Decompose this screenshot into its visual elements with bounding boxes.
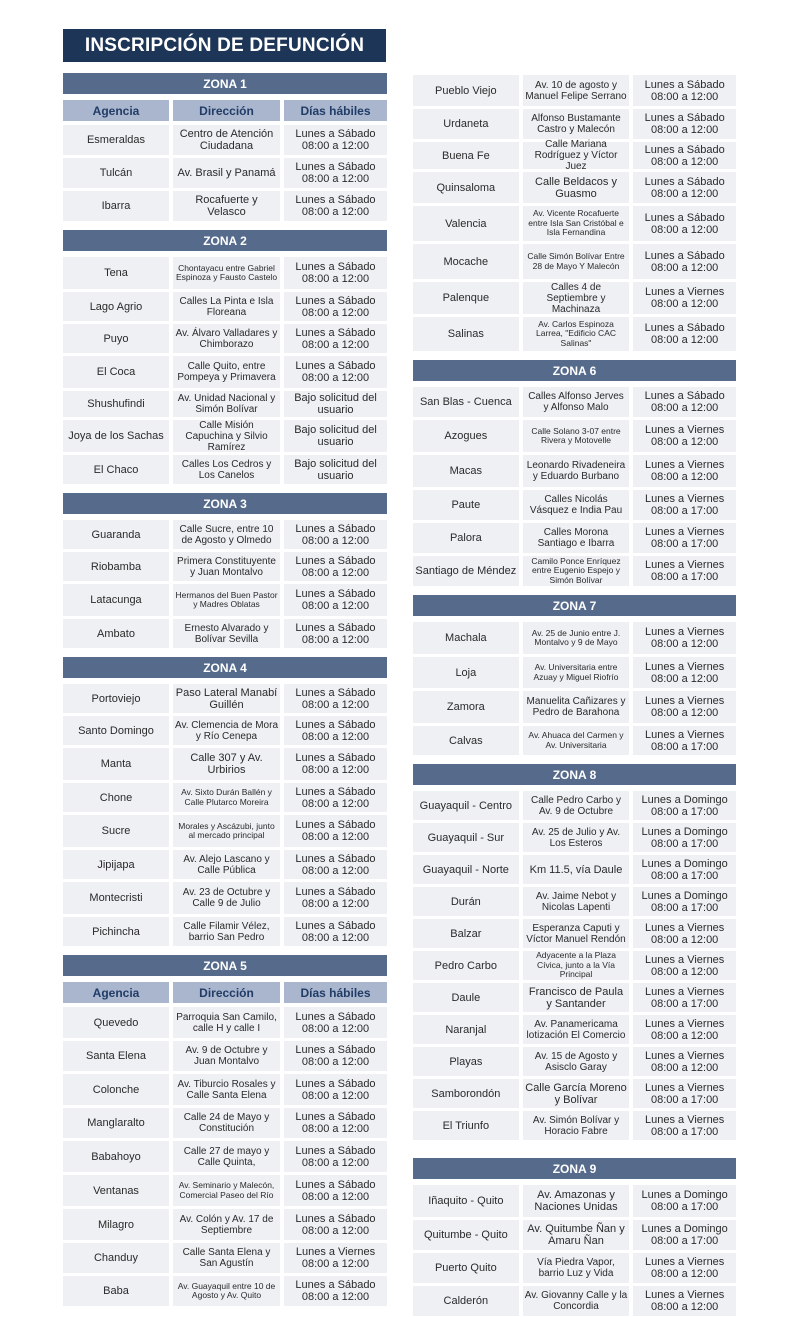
address-cell: Av. Brasil y Panamá xyxy=(173,158,280,188)
agency-cell: Jipijapa xyxy=(63,850,169,879)
column-header-agencia: Agencia xyxy=(63,100,169,121)
table-row xyxy=(63,1074,387,1105)
address-cell: Av. Jaime Nebot y Nicolas Lapenti xyxy=(523,887,630,916)
schedule-cell: Lunes a Viernes 08:00 a 17:00 xyxy=(633,983,736,1012)
address-cell: Av. Panamericama lotización El Comercio xyxy=(523,1015,630,1044)
agency-cell: Riobamba xyxy=(63,552,169,581)
table-row xyxy=(63,917,387,946)
address-cell: Av. Colón y Av. 17 de Septiembre xyxy=(173,1209,280,1240)
zone-header-z1: ZONA 1 xyxy=(63,73,387,94)
agency-cell: El Chaco xyxy=(63,455,169,484)
schedule-cell: Lunes a Sábado 08:00 a 12:00 xyxy=(284,1141,387,1172)
zone-header-z5: ZONA 5 xyxy=(63,955,387,976)
address-cell: Av. 25 de Junio entre J. Montalvo y 9 de Mayo xyxy=(523,622,630,654)
agency-cell: Azogues xyxy=(413,420,519,452)
address-cell: Av. Tiburcio Rosales y Calle Santa Elena xyxy=(173,1074,280,1105)
address-cell: Calles Nicolás Vásquez e India Pau xyxy=(523,490,630,520)
schedule-cell: Lunes a Sábado 08:00 a 12:00 xyxy=(284,324,387,353)
agency-cell: Palora xyxy=(413,523,519,553)
address-cell: Calle Simón Bolívar Entre 28 de Mayo Y Malecón xyxy=(523,244,630,279)
schedule-cell: Lunes a Domingo 08:00 a 17:00 xyxy=(633,855,736,884)
agency-cell: Tena xyxy=(63,257,169,289)
schedule-cell: Lunes a Viernes 08:00 a 17:00 xyxy=(633,1111,736,1140)
schedule-cell: Lunes a Viernes 08:00 a 12:00 xyxy=(633,455,736,487)
address-cell: Esperanza Caputi y Víctor Manuel Rendón xyxy=(523,919,630,948)
schedule-cell: Lunes a Sábado 08:00 a 12:00 xyxy=(633,387,736,417)
address-cell: Av. Álvaro Valladares y Chimborazo xyxy=(173,324,280,353)
address-cell: Av. 10 de agosto y Manuel Felipe Serrano xyxy=(523,75,630,106)
agency-cell: Naranjal xyxy=(413,1015,519,1044)
agency-cell: Ventanas xyxy=(63,1175,169,1206)
table-row xyxy=(63,1175,387,1206)
schedule-cell: Lunes a Sábado 08:00 a 12:00 xyxy=(284,850,387,879)
schedule-cell: Lunes a Domingo 08:00 a 17:00 xyxy=(633,791,736,820)
address-cell: Paso Lateral Manabí Guillén xyxy=(173,684,280,713)
schedule-cell: Lunes a Sábado 08:00 a 12:00 xyxy=(633,244,736,279)
address-cell: Av. Unidad Nacional y Simón Bolívar xyxy=(173,391,280,417)
address-cell: Calle 27 de mayo y Calle Quinta, xyxy=(173,1141,280,1172)
schedule-cell: Lunes a Viernes 08:00 a 12:00 xyxy=(633,1253,736,1283)
table-row xyxy=(413,919,736,948)
address-cell: Calle Beldacos y Guasmo xyxy=(523,172,630,203)
schedule-cell: Lunes a Sábado 08:00 a 12:00 xyxy=(633,142,736,169)
agency-cell: Pedro Carbo xyxy=(413,951,519,980)
agency-cell: Ambato xyxy=(63,619,169,648)
schedule-cell: Lunes a Sábado 08:00 a 12:00 xyxy=(633,317,736,351)
zone-header-z4: ZONA 4 xyxy=(63,657,387,678)
table-row xyxy=(413,75,736,106)
table-row xyxy=(413,206,736,241)
schedule-cell: Lunes a Sábado 08:00 a 12:00 xyxy=(284,292,387,321)
agency-cell: Puyo xyxy=(63,324,169,353)
table-row xyxy=(413,523,736,553)
left-column xyxy=(63,73,387,1306)
table-row xyxy=(413,1047,736,1076)
schedule-cell: Lunes a Viernes 08:00 a 17:00 xyxy=(633,523,736,553)
schedule-cell: Lunes a Sábado 08:00 a 12:00 xyxy=(284,1041,387,1071)
agency-cell: Playas xyxy=(413,1047,519,1076)
address-cell: Av. Amazonas y Naciones Unidas xyxy=(523,1185,630,1217)
schedule-cell: Lunes a Sábado 08:00 a 12:00 xyxy=(284,748,387,780)
table-row xyxy=(63,552,387,581)
schedule-cell: Lunes a Viernes 08:00 a 12:00 xyxy=(633,657,736,688)
agency-cell: Colonche xyxy=(63,1074,169,1105)
address-cell: Av. Clemencia de Mora y Río Cenepa xyxy=(173,716,280,745)
table-row xyxy=(413,823,736,852)
address-cell: Av. Simón Bolívar y Horacio Fabre xyxy=(523,1111,630,1140)
schedule-cell: Lunes a Viernes 08:00 a 17:00 xyxy=(633,1079,736,1108)
zone-header-z6: ZONA 6 xyxy=(413,360,736,381)
table-row xyxy=(63,420,387,452)
agency-cell: Tulcán xyxy=(63,158,169,188)
address-cell: Calle Quito, entre Pompeya y Primavera xyxy=(173,356,280,388)
address-cell: Manuelita Cañizares y Pedro de Barahona xyxy=(523,691,630,723)
schedule-cell: Lunes a Viernes 08:00 a 12:00 xyxy=(633,919,736,948)
agency-cell: Mocache xyxy=(413,244,519,279)
address-cell: Francisco de Paula y Santander xyxy=(523,983,630,1012)
agency-cell: Pichincha xyxy=(63,917,169,946)
schedule-cell: Bajo solicitud del usuario xyxy=(284,455,387,484)
table-row xyxy=(413,490,736,520)
agency-cell: Buena Fe xyxy=(413,142,519,169)
agency-cell: Valencia xyxy=(413,206,519,241)
address-cell: Calle Filamir Vélez, barrio San Pedro xyxy=(173,917,280,946)
table-row xyxy=(413,1286,736,1316)
agency-cell: Daule xyxy=(413,983,519,1012)
table-row xyxy=(63,324,387,353)
address-cell: Av. Giovanny Calle y la Concordia xyxy=(523,1286,630,1316)
table-row xyxy=(413,387,736,417)
table-row xyxy=(63,520,387,549)
schedule-cell: Lunes a Viernes 08:00 a 12:00 xyxy=(633,1015,736,1044)
zone-header-z8: ZONA 8 xyxy=(413,764,736,785)
table-row xyxy=(413,317,736,351)
address-cell: Adyacente a la Plaza Cívica, junto a la Vía Principal xyxy=(523,951,630,980)
schedule-cell: Lunes a Viernes 08:00 a 17:00 xyxy=(633,490,736,520)
table-row xyxy=(413,951,736,980)
agency-cell: Quitumbe - Quito xyxy=(413,1220,519,1250)
address-cell: Calles Los Cedros y Los Canelos xyxy=(173,455,280,484)
schedule-cell: Lunes a Viernes 08:00 a 12:00 xyxy=(633,622,736,654)
agency-cell: Lago Agrio xyxy=(63,292,169,321)
address-cell: Vía Piedra Vapor, barrio Luz y Vida xyxy=(523,1253,630,1283)
address-cell: Av. 9 de Octubre y Juan Montalvo xyxy=(173,1041,280,1071)
agency-cell: El Coca xyxy=(63,356,169,388)
table-row xyxy=(63,584,387,616)
table-row xyxy=(413,282,736,314)
table-row xyxy=(413,887,736,916)
schedule-cell: Lunes a Sábado 08:00 a 12:00 xyxy=(284,882,387,914)
table-row xyxy=(63,391,387,417)
schedule-cell: Lunes a Sábado 08:00 a 12:00 xyxy=(633,206,736,241)
schedule-cell: Lunes a Domingo 08:00 a 17:00 xyxy=(633,823,736,852)
agency-cell: Balzar xyxy=(413,919,519,948)
table-row xyxy=(63,716,387,745)
table-row xyxy=(413,791,736,820)
address-cell: Av. 15 de Agosto y Asisclo Garay xyxy=(523,1047,630,1076)
schedule-cell: Lunes a Sábado 08:00 a 12:00 xyxy=(284,1007,387,1038)
table-row xyxy=(63,455,387,484)
address-cell: Av. 25 de Julio y Av. Los Esteros xyxy=(523,823,630,852)
schedule-cell: Bajo solicitud del usuario xyxy=(284,391,387,417)
address-cell: Calles 4 de Septiembre y Machinaza xyxy=(523,282,630,314)
agency-cell: Quinsaloma xyxy=(413,172,519,203)
agency-cell: Quevedo xyxy=(63,1007,169,1038)
agency-cell: Pueblo Viejo xyxy=(413,75,519,106)
table-row xyxy=(413,1220,736,1250)
address-cell: Chontayacu entre Gabriel Espinoza y Fausto Castelo xyxy=(173,257,280,289)
schedule-cell: Lunes a Domingo 08:00 a 17:00 xyxy=(633,887,736,916)
agency-cell: Palenque xyxy=(413,282,519,314)
schedule-cell: Lunes a Viernes 08:00 a 12:00 xyxy=(633,1286,736,1316)
schedule-cell: Lunes a Viernes 08:00 a 12:00 xyxy=(633,1047,736,1076)
table-row xyxy=(63,1007,387,1038)
schedule-cell: Lunes a Viernes 08:00 a 12:00 xyxy=(633,282,736,314)
address-cell: Av. Carlos Espinoza Larrea, "Edificio CAC Salinas" xyxy=(523,317,630,351)
address-cell: Centro de Atención Ciudadana xyxy=(173,125,280,155)
schedule-cell: Lunes a Viernes 08:00 a 12:00 xyxy=(284,1243,387,1273)
agency-cell: Ibarra xyxy=(63,191,169,221)
address-cell: Av. Sixto Durán Ballén y Calle Plutarco Moreira xyxy=(173,783,280,812)
agency-cell: Santa Elena xyxy=(63,1041,169,1071)
address-cell: Av. Vicente Rocafuerte entre Isla San Cristóbal e Isla Fernandina xyxy=(523,206,630,241)
agency-cell: Paute xyxy=(413,490,519,520)
agency-cell: Manta xyxy=(63,748,169,780)
table-row xyxy=(63,191,387,221)
table-row xyxy=(63,257,387,289)
agency-cell: Santiago de Méndez xyxy=(413,556,519,586)
agency-cell: Iñaquito - Quito xyxy=(413,1185,519,1217)
schedule-cell: Lunes a Sábado 08:00 a 12:00 xyxy=(284,584,387,616)
address-cell: Morales y Ascázubi, junto al mercado principal xyxy=(173,815,280,847)
schedule-cell: Lunes a Domingo 08:00 a 17:00 xyxy=(633,1220,736,1250)
table-row xyxy=(413,691,736,723)
agency-cell: Macas xyxy=(413,455,519,487)
table-row xyxy=(63,882,387,914)
agency-cell: Joya de los Sachas xyxy=(63,420,169,452)
table-row xyxy=(63,1276,387,1306)
column-headers xyxy=(63,982,387,1003)
table-row xyxy=(413,244,736,279)
schedule-cell: Lunes a Sábado 08:00 a 12:00 xyxy=(284,917,387,946)
schedule-cell: Lunes a Sábado 08:00 a 12:00 xyxy=(284,815,387,847)
table-row xyxy=(63,292,387,321)
address-cell: Leonardo Rivadeneira y Eduardo Burbano xyxy=(523,455,630,487)
table-row xyxy=(413,139,736,172)
address-cell: Calle 24 de Mayo y Constitución xyxy=(173,1108,280,1138)
table-row xyxy=(413,855,736,884)
address-cell: Calle Solano 3-07 entre Rivera y Motovelle xyxy=(523,420,630,452)
agency-cell: Machala xyxy=(413,622,519,654)
right-column xyxy=(413,72,736,1316)
address-cell: Ernesto Alvarado y Bolívar Sevilla xyxy=(173,619,280,648)
agency-cell: Latacunga xyxy=(63,584,169,616)
schedule-cell: Lunes a Viernes 08:00 a 12:00 xyxy=(633,420,736,452)
table-row xyxy=(63,684,387,713)
table-row xyxy=(63,1209,387,1240)
address-cell: Av. Ahuaca del Carmen y Av. Universitaria xyxy=(523,726,630,755)
table-row xyxy=(63,125,387,155)
schedule-cell: Lunes a Sábado 08:00 a 12:00 xyxy=(284,1108,387,1138)
agency-cell: Baba xyxy=(63,1276,169,1306)
table-row xyxy=(413,1253,736,1283)
address-cell: Calle Misión Capuchina y Silvio Ramírez xyxy=(173,420,280,452)
schedule-cell: Lunes a Viernes 08:00 a 17:00 xyxy=(633,556,736,586)
agency-cell: Guaranda xyxy=(63,520,169,549)
address-cell: Av. Alejo Lascano y Calle Pública xyxy=(173,850,280,879)
agency-cell: Durán xyxy=(413,887,519,916)
agency-cell: Milagro xyxy=(63,1209,169,1240)
schedule-cell: Lunes a Viernes 08:00 a 12:00 xyxy=(633,951,736,980)
table-row xyxy=(413,455,736,487)
column-header-dias: Días hábiles xyxy=(284,100,387,121)
schedule-cell: Lunes a Sábado 08:00 a 12:00 xyxy=(284,1175,387,1206)
address-cell: Calle Sucre, entre 10 de Agosto y Olmedo xyxy=(173,520,280,549)
table-row xyxy=(413,1185,736,1217)
column-header-agencia: Agencia xyxy=(63,982,169,1003)
schedule-cell: Bajo solicitud del usuario xyxy=(284,420,387,452)
schedule-cell: Lunes a Sábado 08:00 a 12:00 xyxy=(284,1276,387,1306)
address-cell: Av. 23 de Octubre y Calle 9 de Julio xyxy=(173,882,280,914)
schedule-cell: Lunes a Sábado 08:00 a 12:00 xyxy=(633,172,736,203)
agency-cell: Calvas xyxy=(413,726,519,755)
agency-cell: Montecristi xyxy=(63,882,169,914)
agency-cell: Shushufindi xyxy=(63,391,169,417)
address-cell: Av. Quitumbe Ñan y Amaru Ñan xyxy=(523,1220,630,1250)
schedule-cell: Lunes a Sábado 08:00 a 12:00 xyxy=(284,716,387,745)
address-cell: Av. Universitaria entre Azuay y Miguel Riofrío xyxy=(523,657,630,688)
zone-header-z9: ZONA 9 xyxy=(413,1158,736,1179)
schedule-cell: Lunes a Sábado 08:00 a 12:00 xyxy=(284,520,387,549)
agency-cell: Chone xyxy=(63,783,169,812)
table-row xyxy=(63,1141,387,1172)
table-row xyxy=(413,657,736,688)
schedule-cell: Lunes a Domingo 08:00 a 17:00 xyxy=(633,1185,736,1217)
table-row xyxy=(63,815,387,847)
schedule-cell: Lunes a Viernes 08:00 a 12:00 xyxy=(633,691,736,723)
table-row xyxy=(413,556,736,586)
column-header-direccion: Dirección xyxy=(173,982,280,1003)
schedule-cell: Lunes a Sábado 08:00 a 12:00 xyxy=(284,684,387,713)
table-row xyxy=(63,850,387,879)
address-cell: Calle Pedro Carbo y Av. 9 de Octubre xyxy=(523,791,630,820)
agency-cell: Santo Domingo xyxy=(63,716,169,745)
schedule-cell: Lunes a Sábado 08:00 a 12:00 xyxy=(284,125,387,155)
address-cell: Km 11.5, vía Daule xyxy=(523,855,630,884)
table-row xyxy=(63,783,387,812)
schedule-cell: Lunes a Sábado 08:00 a 12:00 xyxy=(284,1074,387,1105)
agency-cell: Guayaquil - Norte xyxy=(413,855,519,884)
agency-cell: Salinas xyxy=(413,317,519,351)
zone-header-z7: ZONA 7 xyxy=(413,595,736,616)
zone-header-z3: ZONA 3 xyxy=(63,493,387,514)
table-row xyxy=(413,1079,736,1108)
agency-cell: Zamora xyxy=(413,691,519,723)
table-row xyxy=(63,356,387,388)
schedule-cell: Lunes a Sábado 08:00 a 12:00 xyxy=(284,552,387,581)
agency-cell: Babahoyo xyxy=(63,1141,169,1172)
agency-cell: Guayaquil - Centro xyxy=(413,791,519,820)
table-row xyxy=(63,619,387,648)
address-cell: Av. Seminario y Malecón, Comercial Paseo del Río xyxy=(173,1175,280,1206)
schedule-cell: Lunes a Sábado 08:00 a 12:00 xyxy=(284,619,387,648)
column-header-direccion: Dirección xyxy=(173,100,280,121)
schedule-cell: Lunes a Sábado 08:00 a 12:00 xyxy=(284,356,387,388)
table-row xyxy=(63,748,387,780)
address-cell: Calles Alfonso Jerves y Alfonso Malo xyxy=(523,387,630,417)
column-headers xyxy=(63,100,387,121)
page-title: INSCRIPCIÓN DE DEFUNCIÓN xyxy=(63,29,386,62)
schedule-cell: Lunes a Sábado 08:00 a 12:00 xyxy=(284,783,387,812)
table-row xyxy=(63,1243,387,1273)
agency-cell: Urdaneta xyxy=(413,109,519,139)
table-row xyxy=(63,1041,387,1071)
agency-cell: El Triunfo xyxy=(413,1111,519,1140)
table-row xyxy=(413,109,736,139)
agency-cell: Portoviejo xyxy=(63,684,169,713)
column-header-dias: Días hábiles xyxy=(284,982,387,1003)
address-cell: Camilo Ponce Enríquez entre Eugenio Espejo y Simón Bolívar xyxy=(523,556,630,586)
agency-cell: Chanduy xyxy=(63,1243,169,1273)
schedule-cell: Lunes a Sábado 08:00 a 12:00 xyxy=(284,158,387,188)
agency-cell: Sucre xyxy=(63,815,169,847)
schedule-cell: Lunes a Sábado 08:00 a 12:00 xyxy=(633,75,736,106)
table-row xyxy=(413,172,736,203)
agency-cell: Puerto Quito xyxy=(413,1253,519,1283)
agency-cell: Manglaralto xyxy=(63,1108,169,1138)
schedule-cell: Lunes a Sábado 08:00 a 12:00 xyxy=(284,1209,387,1240)
table-row xyxy=(413,1111,736,1140)
agency-cell: Guayaquil - Sur xyxy=(413,823,519,852)
address-cell: Calle Mariana Rodríguez y Víctor Juez xyxy=(523,142,630,169)
agency-cell: Loja xyxy=(413,657,519,688)
address-cell: Calle García Moreno y Bolívar xyxy=(523,1079,630,1108)
agency-cell: San Blas - Cuenca xyxy=(413,387,519,417)
address-cell: Primera Constituyente y Juan Montalvo xyxy=(173,552,280,581)
address-cell: Calle Santa Elena y San Agustín xyxy=(173,1243,280,1273)
address-cell: Alfonso Bustamante Castro y Malecón xyxy=(523,109,630,139)
schedule-cell: Lunes a Sábado 08:00 a 12:00 xyxy=(284,257,387,289)
agency-cell: Esmeraldas xyxy=(63,125,169,155)
address-cell: Calles La Pinta e Isla Floreana xyxy=(173,292,280,321)
address-cell: Parroquia San Camilo, calle H y calle I xyxy=(173,1007,280,1038)
table-row xyxy=(63,1108,387,1138)
address-cell: Calle 307 y Av. Urbirios xyxy=(173,748,280,780)
table-row xyxy=(413,622,736,654)
schedule-cell: Lunes a Sábado 08:00 a 12:00 xyxy=(284,191,387,221)
address-cell: Av. Guayaquil entre 10 de Agosto y Av. Quito xyxy=(173,1276,280,1306)
table-row xyxy=(413,1015,736,1044)
address-cell: Rocafuerte y Velasco xyxy=(173,191,280,221)
table-row xyxy=(413,726,736,755)
schedule-cell: Lunes a Sábado 08:00 a 12:00 xyxy=(633,109,736,139)
schedule-cell: Lunes a Viernes 08:00 a 17:00 xyxy=(633,726,736,755)
table-row xyxy=(413,983,736,1012)
table-row xyxy=(413,420,736,452)
table-row xyxy=(63,158,387,188)
zone-header-z2: ZONA 2 xyxy=(63,230,387,251)
agency-cell: Samborondón xyxy=(413,1079,519,1108)
address-cell: Calles Morona Santiago e Ibarra xyxy=(523,523,630,553)
address-cell: Hermanos del Buen Pastor y Madres Oblatas xyxy=(173,584,280,616)
agency-cell: Calderón xyxy=(413,1286,519,1316)
